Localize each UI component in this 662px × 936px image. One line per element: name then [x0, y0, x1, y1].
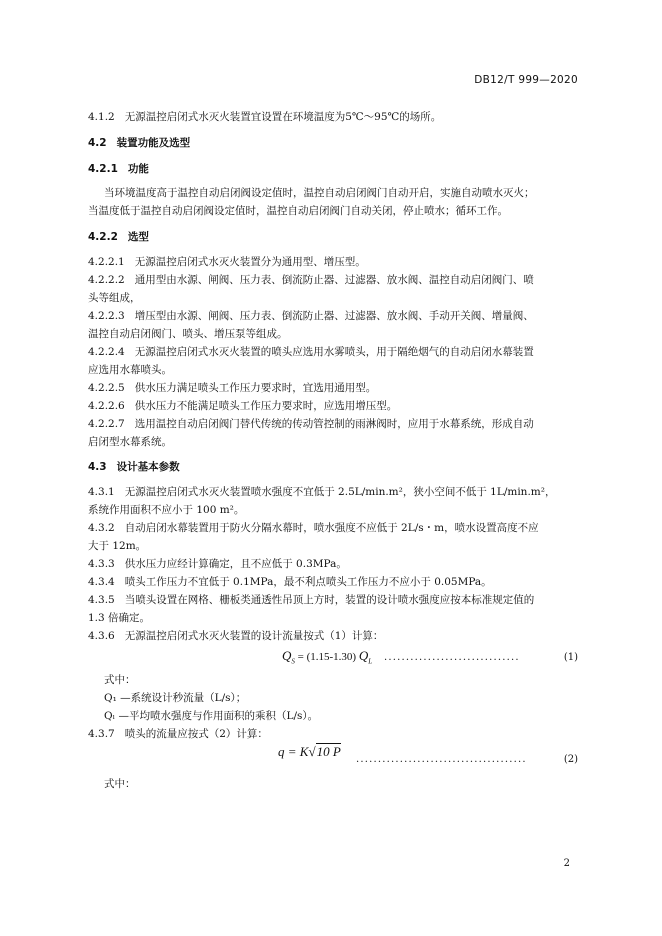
subsection-title: 选型	[127, 231, 149, 243]
leader-dots: ...............................	[384, 652, 520, 663]
formula-radicand: 10 P	[316, 744, 341, 759]
radical-sign: √	[308, 744, 316, 759]
formula-2	[278, 744, 341, 760]
clause-number: 4.3.7	[88, 728, 115, 740]
clause-4-2-2-1	[88, 255, 578, 269]
clause-4-3-3	[88, 557, 578, 571]
clause-number: 4.3.6	[88, 630, 115, 642]
section-title: 装置功能及选型	[116, 137, 191, 149]
clause-text: 无源温控启闭式水灭火装置分为通用型、增压型。	[134, 256, 366, 268]
clause-text: 无源温控启闭式水灭火装置宜设置在环境温度为5℃～95℃的场所。	[124, 111, 442, 123]
section-heading-4-2	[88, 136, 578, 150]
formula-1	[282, 648, 372, 666]
clause-text: 选用温控自动启闭阀门替代传统的传动管控制的雨淋阀时，应用于水幕系统，形成自动	[134, 418, 534, 430]
clause-continuation: 头等组成，	[88, 292, 141, 304]
subsection-heading-4-2-2	[88, 230, 578, 244]
clause-text: 供水压力满足喷头工作压力要求时，宜选用通用型。	[134, 382, 377, 394]
formula-coefficient: = (1.15-1.30)	[294, 651, 359, 663]
clause-number: 4.2.2.2	[88, 274, 125, 286]
clause-4-3-6	[88, 629, 578, 643]
section-number: 4.3	[88, 461, 107, 473]
subsection-heading-4-2-1	[88, 162, 578, 176]
clause-continuation: 大于 12m。	[88, 540, 147, 552]
clause-number: 4.2.2.3	[88, 310, 125, 322]
clause-continuation: 温控自动启闭阀门、喷头、增压泵等组成。	[88, 328, 288, 340]
section-title: 设计基本参数	[116, 461, 180, 473]
clause-4-2-2-4	[88, 345, 578, 359]
where-label: 式中：	[104, 674, 136, 686]
clause-continuation: 系统作用面积不应小于 100 m²。	[88, 504, 245, 516]
paragraph-line: 当环境温度高于温控自动启闭阀设定值时，温控自动启闭阀门自动开启，实施自动喷水灭火；	[104, 187, 535, 199]
formula-symbol: Q	[358, 648, 369, 663]
clause-4-2-2-6	[88, 399, 578, 413]
clause-text: 增压型由水源、闸阀、压力表、倒流防止器、过滤器、放水阀、手动开关阀、增量阀、	[134, 310, 534, 322]
subsection-title: 功能	[127, 163, 149, 175]
section-heading-4-3	[88, 460, 578, 474]
clause-number: 4.3.3	[88, 558, 115, 570]
clause-4-3-5	[88, 593, 578, 607]
clause-text: 无源温控启闭式水灭火装置的喷头应选用水雾喷头，用于隔绝烟气的自动启闭水幕装置	[134, 346, 534, 358]
clause-4-3-7	[88, 727, 578, 741]
clause-4-3-2	[88, 521, 578, 535]
clause-number: 4.3.1	[88, 486, 115, 498]
clause-number: 4.2.2.1	[88, 256, 125, 268]
paragraph-line: 当温度低于温控自动启闭阀设定值时，温控自动启闭阀门自动关闭，停止喷水；循环工作。	[88, 205, 508, 217]
clause-number: 4.2.2.5	[88, 382, 125, 394]
clause-continuation: 应选用水幕喷头。	[88, 364, 172, 376]
subsection-number: 4.2.1	[88, 163, 118, 175]
clause-text: 自动启闭水幕装置用于防火分隔水幕时，喷水强度不应低于 2L/s・m，喷水设置高度不应	[124, 522, 539, 534]
clause-text: 供水压力不能满足喷头工作压力要求时，应选用增压型。	[134, 400, 398, 412]
clause-text: 喷头工作压力不宜低于 0.1MPa，最不利点喷头工作压力不应小于 0.05MPa。	[124, 576, 492, 588]
clause-continuation: 1.3 倍确定。	[88, 612, 151, 624]
variable-definition: Qₗ —平均喷水强度与作用面积的乘积（L/s）。	[104, 710, 319, 722]
clause-number: 4.2.2.7	[88, 418, 125, 430]
page-number: 2	[563, 858, 570, 869]
clause-4-2-2-2	[88, 273, 578, 287]
equation-number: (1)	[563, 652, 578, 663]
clause-4-2-2-3	[88, 309, 578, 323]
formula-subscript: L	[368, 657, 373, 666]
equation-number: (2)	[563, 754, 578, 765]
clause-number: 4.2.2.6	[88, 400, 125, 412]
clause-text: 通用型由水源、闸阀、压力表、倒流防止器、过滤器、放水阀、温控自动启闭阀门、喷	[134, 274, 534, 286]
clause-number: 4.2.2.4	[88, 346, 125, 358]
clause-number: 4.1.2	[88, 111, 115, 123]
subsection-number: 4.2.2	[88, 231, 118, 243]
clause-text: 无源温控启闭式水灭火装置的设计流量按式（1）计算：	[124, 630, 384, 642]
clause-text: 喷头的流量应按式（2）计算：	[124, 728, 268, 740]
clause-4-2-2-5	[88, 381, 578, 395]
variable-definition: Q₁ —系统设计秒流量（L/s）；	[104, 692, 247, 704]
formula-expression: q = K	[278, 744, 309, 759]
clause-text: 无源温控启闭式水灭火装置喷水强度不宜低于 2.5L/min.m²，狭小空间不低于 1L/min.m²，	[124, 486, 556, 498]
standard-code-header: DB12/T 999—2020	[474, 74, 578, 86]
clause-number: 4.3.5	[88, 594, 115, 606]
clause-4-2-2-7	[88, 417, 578, 431]
clause-4-1-2	[88, 110, 578, 124]
clause-4-3-1	[88, 485, 578, 499]
where-label: 式中：	[104, 778, 136, 790]
clause-continuation: 启闭型水幕系统。	[88, 436, 172, 448]
formula-symbol: Q	[282, 648, 292, 663]
formula-subscript: S	[291, 657, 295, 666]
clause-text: 当喷头设置在网格、栅板类通透性吊顶上方时，装置的设计喷水强度应按本标准规定值的	[124, 594, 535, 606]
leader-dots: .......................................	[356, 754, 527, 765]
clause-text: 供水压力应经计算确定，且不应低于 0.3MPa。	[124, 558, 347, 570]
clause-number: 4.3.2	[88, 522, 115, 534]
section-number: 4.2	[88, 137, 107, 149]
clause-4-3-4	[88, 575, 578, 589]
clause-number: 4.3.4	[88, 576, 115, 588]
